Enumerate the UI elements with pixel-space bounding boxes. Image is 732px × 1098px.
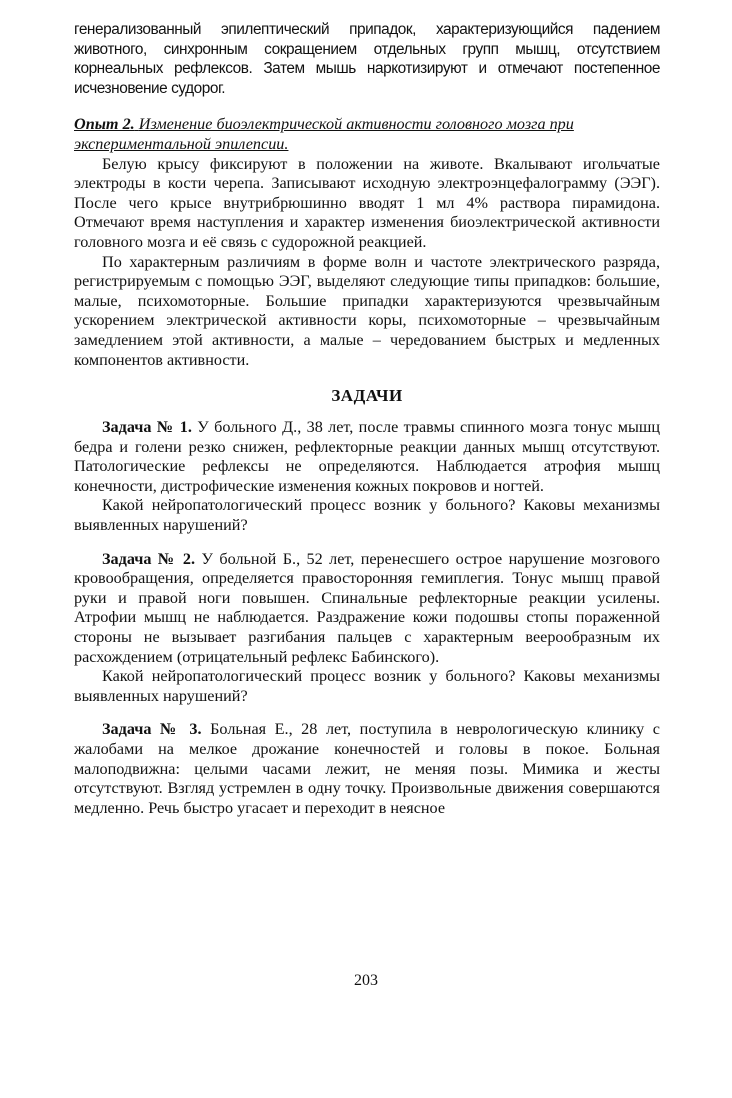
section-heading: ЗАДАЧИ (331, 386, 403, 406)
task-3-text (74, 720, 660, 818)
task-1-label: Задача № 1. (102, 418, 192, 437)
task-2-question: Какой нейропатологический процесс возник у больного? Каковы механизмы выявленных нарушений? (74, 667, 660, 705)
task-1-text (74, 418, 660, 496)
experiment-paragraph-1: Белую крысу фиксируют в положении на животе. Вкалывают игольчатые электроды в кости черепа. Записывают исходную электроэнцефалограмму (ЭЭГ). После чего крысе внутрибрюшинно вводят 1 мл 4% раствора пирамидона. Отмечают время наступления и характер изменения биоэлектрической активности головного мозга и её связь с судорожной реакцией. (74, 154, 660, 251)
page-number: 203 (354, 972, 378, 989)
experiment-paragraph-2: По характерным различиям в форме волн и частоте электрического разряда, регистрируемым с помощью ЭЭГ, выделяют следующие типы припадков: большие, малые, психомоторные. Большие припадки характеризуются чрезвычайным ускорением электрической активности коры, психомоторные – чрезвычайным замедлением этой активности, а малые – чередованием быстрых и медленных компонентов активности. (74, 252, 660, 369)
experiment-label: Опыт 2. (74, 115, 135, 134)
intro-paragraph: генерализованный эпилептический припадок, характеризующийся падением животного, синхронным сокращением отдельных групп мышц, отсутствием корнеальных рефлексов. Затем мышь наркотизируют и отмечают постепенное исчезновение судорог. (74, 21, 660, 97)
task-1-body: У больного Д., 38 лет, после травмы спинного мозга тонус мышц бедра и голени резко снижен, рефлекторные реакции данных мышц отсутствуют. Патологические рефлексы не определяются. Наблюдается атрофия мышц конечности, дистрофические изменения кожных покровов и ногтей. (74, 418, 661, 495)
task-3-label: Задача № 3. (102, 720, 202, 739)
task-3-body: Больная Е., 28 лет, поступила в неврологическую клинику с жалобами на мелкое дрожание конечностей и головы в покое. Больная малоподвижна: целыми часами лежит, не меняя позы. Мимика и жесты отсутствуют. Взгляд устремлен в одну точку. Произвольные движения совершаются медленно. Речь быстро угасает и переходит в неясное (74, 720, 660, 817)
task-1-question: Какой нейропатологический процесс возник у больного? Каковы механизмы выявленных нарушений? (74, 496, 660, 535)
task-2-label: Задача № 2. (102, 549, 196, 568)
experiment-title (74, 115, 660, 154)
task-2-body: У больной Б., 52 лет, перенесшего острое нарушение мозгового кровообращения, определяется правосторонняя гемиплегия. Тонус мышц правой руки и правой ноги повышен. Спинальные рефлекторные реакции усилены. Атрофии мышц не наблюдается. Раздражение кожи подошвы стопы пораженной стороны не вызывает разгибания пальцев с характерным веерообразным их расхождением (отрицательный рефлекс Бабинского). (74, 549, 660, 666)
document-page (74, 20, 660, 818)
task-2-text (74, 550, 660, 668)
experiment-title-text: Изменение биоэлектрической активности головного мозга при экспериментальной эпилепсии. (74, 115, 574, 153)
